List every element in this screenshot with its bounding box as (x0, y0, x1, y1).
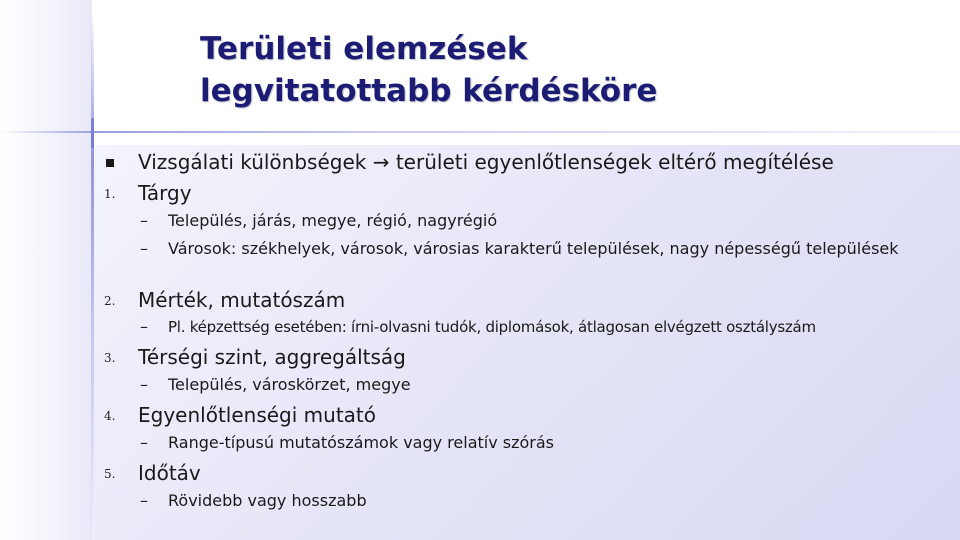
sub-item-text: Település, járás, megye, régió, nagyrégió (168, 211, 498, 230)
item-text: Mérték, mutatószám (138, 288, 346, 312)
bullet-text-after: területi egyenlőtlenségek eltérő megítélése (395, 150, 834, 174)
sub-item-text: Rövidebb vagy hosszabb (168, 491, 367, 510)
sub-item (0, 433, 960, 453)
bullet-text-before: Vizsgálati különbségek (138, 150, 367, 174)
item-number: 1. (104, 187, 116, 201)
sub-item-text: Település, városkörzet, megye (168, 375, 411, 394)
slide-title (200, 28, 920, 112)
dash-bullet: – (140, 239, 148, 258)
sub-item (0, 239, 960, 281)
numbered-item (0, 345, 960, 371)
item-text: Tárgy (138, 181, 192, 205)
sub-item (0, 317, 960, 337)
item-text: Térségi szint, aggregáltság (138, 345, 406, 369)
dash-bullet: – (140, 433, 148, 452)
dash-bullet: – (140, 211, 148, 230)
sub-item (0, 375, 960, 395)
item-text: Időtáv (138, 461, 201, 485)
sub-item-text: Pl. képzettség esetében: írni-olvasni tudók, diplomások, átlagosan elvégzett osztályszám (168, 318, 816, 336)
sub-item-text: Városok: székhelyek, városok, városias karakterű települések, nagy népességű települések (168, 239, 899, 258)
numbered-item (0, 461, 960, 487)
dash-bullet: – (140, 491, 148, 510)
horizontal-accent-line (0, 131, 960, 133)
title-line-2: legvitatottabb kérdésköre (200, 73, 658, 109)
numbered-item (0, 403, 960, 429)
sub-item (0, 211, 960, 231)
dash-bullet: – (140, 375, 148, 394)
bullet-text (138, 150, 834, 174)
item-number: 3. (104, 351, 116, 365)
item-text: Egyenlőtlenségi mutató (138, 403, 376, 427)
dash-bullet: – (140, 317, 148, 336)
numbered-item (0, 181, 960, 207)
title-line-1: Területi elemzések (200, 31, 528, 67)
arrow-right-icon: → (372, 150, 390, 174)
numbered-item (0, 288, 960, 314)
item-number: 2. (104, 294, 116, 308)
item-number: 5. (104, 467, 116, 481)
sub-item (0, 491, 960, 511)
sub-item-text: Range-típusú mutatószámok vagy relatív szórás (168, 433, 555, 452)
accent-cross-mark (91, 118, 94, 148)
item-number: 4. (104, 409, 116, 423)
bullet-item (0, 150, 960, 176)
square-bullet-icon (106, 159, 114, 167)
